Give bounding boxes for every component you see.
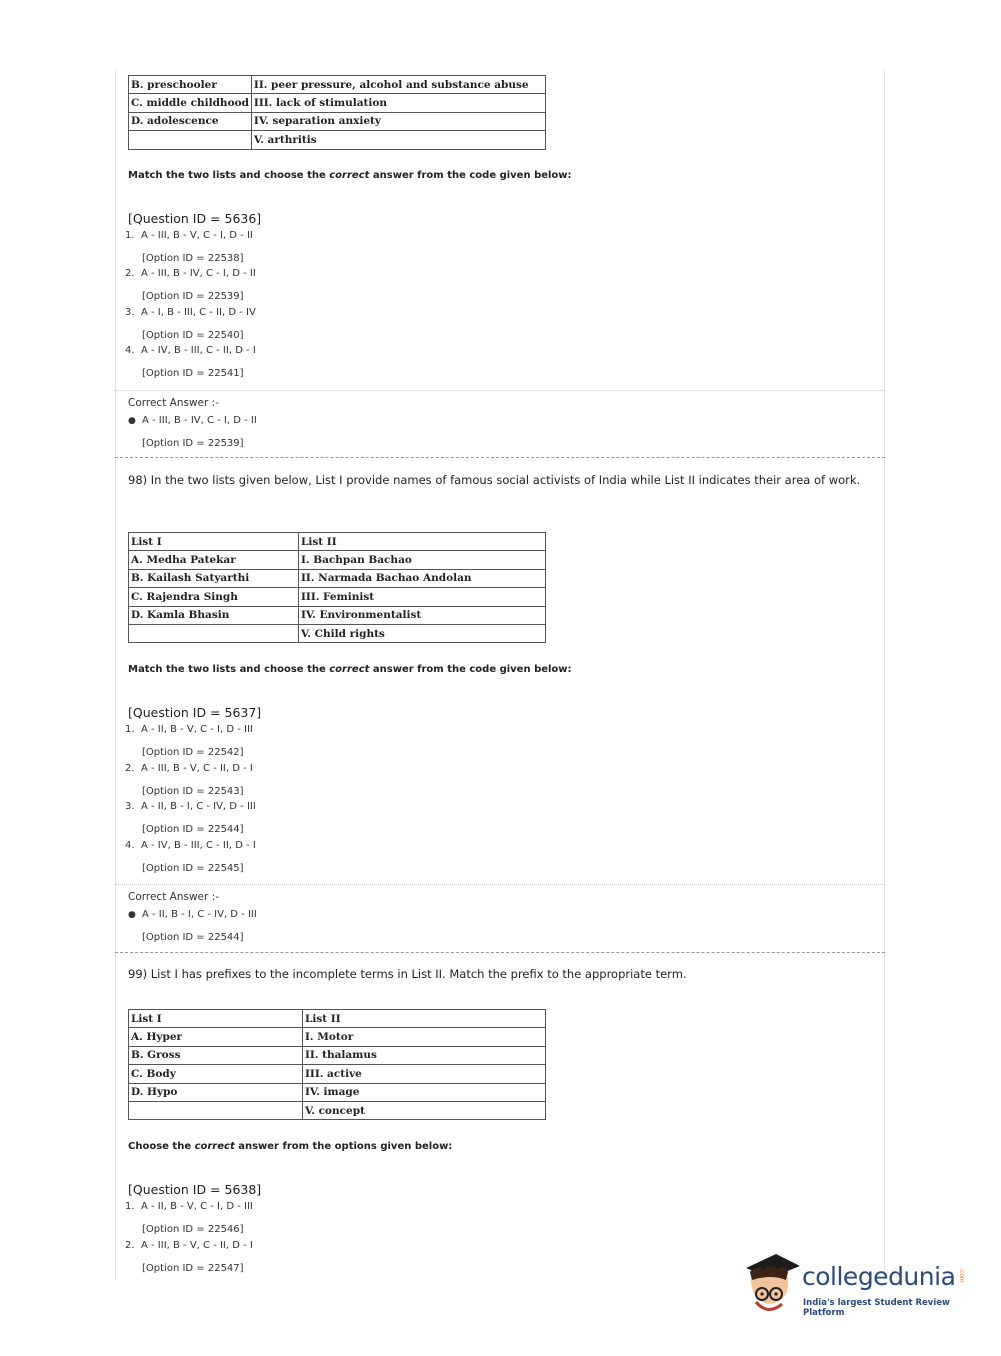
- q98-correct-answer-label: Correct Answer :-: [128, 891, 219, 903]
- logo-suffix: .com: [958, 1268, 965, 1283]
- question-separator: [115, 457, 885, 458]
- q97-option-1[interactable]: 1. A - III, B - V, C - I, D - II: [125, 230, 253, 241]
- table-row: B. preschooler II. peer pressure, alcohol and substance abuse: [129, 76, 546, 94]
- table-row: V. Child rights: [129, 624, 546, 642]
- q98-option-4[interactable]: 4. A - IV, B - III, C - II, D - I: [125, 840, 256, 851]
- table-row: V. arthritis: [129, 131, 546, 149]
- q98-correct-answer-id: [Option ID = 22544]: [142, 932, 244, 943]
- q98-option-4-id: [Option ID = 22545]: [142, 863, 244, 874]
- q99-question-text: 99) List I has prefixes to the incomplete terms in List II. Match the prefix to the appropriate term.: [128, 967, 687, 981]
- mascot-icon: [742, 1250, 800, 1318]
- collegedunia-logo[interactable]: [742, 1250, 972, 1320]
- table-row: C. Body III. active: [129, 1065, 546, 1083]
- q99-instruction: Choose the correct answer from the options given below:: [128, 1141, 453, 1152]
- divider: [115, 884, 885, 885]
- q97-option-2-id: [Option ID = 22539]: [142, 291, 244, 302]
- q98-question-text: 98) In the two lists given below, List I provide names of famous social activists of India while List II indicates their area of work.: [128, 473, 861, 487]
- divider: [115, 390, 885, 391]
- q97-option-1-id: [Option ID = 22538]: [142, 253, 244, 264]
- q98-option-1-id: [Option ID = 22542]: [142, 747, 244, 758]
- q98-instruction: Match the two lists and choose the correct answer from the code given below:: [128, 664, 572, 675]
- question-separator: [115, 952, 885, 953]
- table-row: D. Hypo IV. image: [129, 1083, 546, 1101]
- q98-correct-answer: ● A - II, B - I, C - IV, D - III: [128, 909, 257, 920]
- q98-option-2-id: [Option ID = 22543]: [142, 786, 244, 797]
- q97-correct-answer: ● A - III, B - IV, C - I, D - II: [128, 415, 257, 426]
- q97-option-4-id: [Option ID = 22541]: [142, 368, 244, 379]
- q99-option-1[interactable]: 1. A - II, B - V, C - I, D - III: [125, 1201, 253, 1212]
- table-row: D. Kamla Bhasin IV. Environmentalist: [129, 606, 546, 624]
- q98-question-id: [Question ID = 5637]: [128, 705, 262, 720]
- q98-option-2[interactable]: 2. A - III, B - V, C - II, D - I: [125, 763, 253, 774]
- logo-wordmark: collegedunia: [802, 1262, 956, 1291]
- q97-correct-answer-label: Correct Answer :-: [128, 397, 219, 409]
- q97-correct-answer-id: [Option ID = 22539]: [142, 438, 244, 449]
- q97-option-4[interactable]: 4. A - IV, B - III, C - II, D - I: [125, 345, 256, 356]
- logo-tagline: India's largest Student Review Platform: [803, 1298, 950, 1318]
- q99-option-2-id: [Option ID = 22547]: [142, 1263, 244, 1274]
- q97-option-3[interactable]: 3. A - I, B - III, C - II, D - IV: [125, 307, 256, 318]
- table-row: B. Kailash Satyarthi II. Narmada Bachao Andolan: [129, 569, 546, 587]
- table-row: A. Medha Patekar I. Bachpan Bachao: [129, 551, 546, 569]
- q98-list-table: [128, 532, 546, 643]
- q99-option-2[interactable]: 2. A - III, B - V, C - II, D - I: [125, 1240, 253, 1251]
- bullet-icon: ●: [128, 416, 136, 426]
- bullet-icon: ●: [128, 910, 136, 920]
- table-row: A. Hyper I. Motor: [129, 1028, 546, 1046]
- table-row: List I List II: [129, 1010, 546, 1028]
- table-row: B. Gross II. thalamus: [129, 1046, 546, 1064]
- q99-list-table: [128, 1009, 546, 1120]
- q98-option-1[interactable]: 1. A - II, B - V, C - I, D - III: [125, 724, 253, 735]
- table-row: C. Rajendra Singh III. Feminist: [129, 588, 546, 606]
- q97-option-3-id: [Option ID = 22540]: [142, 330, 244, 341]
- table-row: List I List II: [129, 533, 546, 551]
- table-row: D. adolescence IV. separation anxiety: [129, 112, 546, 130]
- q99-question-id: [Question ID = 5638]: [128, 1182, 262, 1197]
- q98-option-3-id: [Option ID = 22544]: [142, 824, 244, 835]
- q97-instruction: Match the two lists and choose the correct answer from the code given below:: [128, 170, 572, 181]
- q98-option-3[interactable]: 3. A - II, B - I, C - IV, D - III: [125, 801, 256, 812]
- q97-question-id: [Question ID = 5636]: [128, 211, 262, 226]
- q97-option-2[interactable]: 2. A - III, B - IV, C - I, D - II: [125, 268, 256, 279]
- table-row: C. middle childhood III. lack of stimulation: [129, 94, 546, 112]
- table-row: V. concept: [129, 1101, 546, 1119]
- q99-option-1-id: [Option ID = 22546]: [142, 1224, 244, 1235]
- top-list-table: [128, 75, 546, 150]
